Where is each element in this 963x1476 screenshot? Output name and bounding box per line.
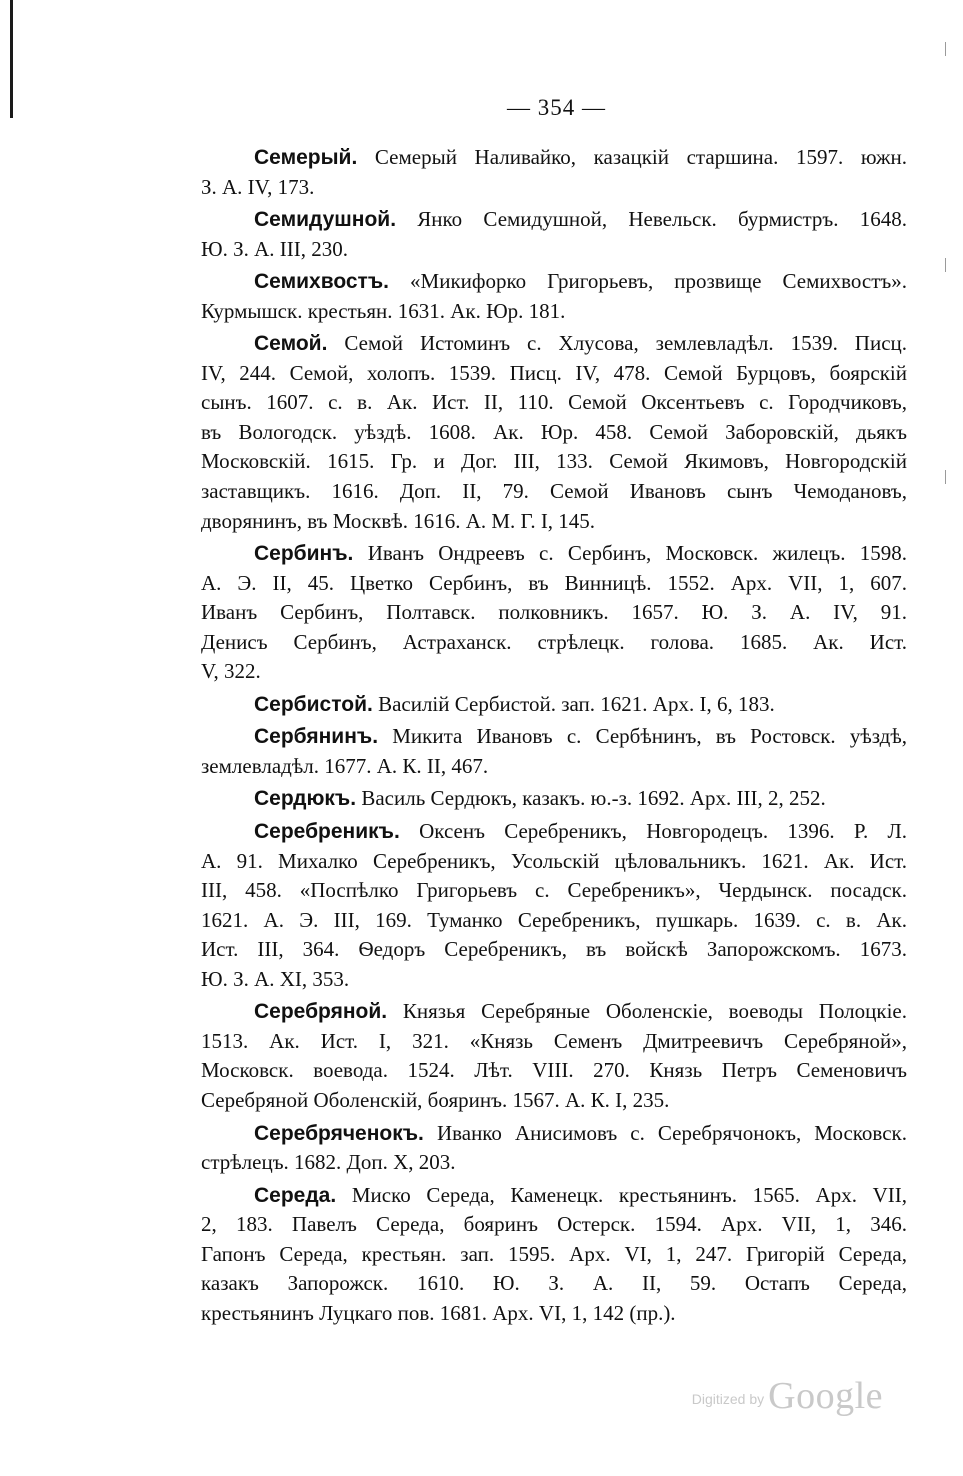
entry-headword: Серебряченокъ. (254, 1121, 424, 1145)
google-logo: Google (768, 1375, 883, 1417)
edge-tick-mark (945, 258, 946, 272)
edge-tick-mark (945, 470, 946, 484)
entry-continuation-line: Гапонъ Середа, крестьян. зап. 1595. Арх. VI, 1, 247. Григорій Середа, (201, 1241, 907, 1266)
entry-continuation-line: V, 322. (201, 659, 261, 684)
entry-continuation-line: 2, 183. Павелъ Середа, бояринъ Остерск. 1594. Арх. VII, 1, 346. (201, 1212, 907, 1237)
entry-headword: Серебряной. (254, 1000, 388, 1024)
entry-continuation-line: Ю. З. А. XI, 353. (201, 966, 350, 991)
entry-continuation-line: А. Э. II, 45. Цветко Сербинъ, въ Винницѣ. 1552. Арх. VII, 1, 607. (201, 570, 907, 595)
entry-text: Янко Семидушной, Невельск. бурмистръ. 1648. (417, 207, 907, 232)
entry-first-line (201, 817, 907, 847)
entry-headword: Семидушной. (254, 208, 397, 232)
entry-continuation-line: казакъ Запорожск. 1610. Ю. З. А. II, 59. Остапъ Середа, (201, 1271, 907, 1296)
entry-continuation-line: Московск. воевода. 1524. Лѣт. VIII. 270. Князь Петръ Семеновичъ (201, 1058, 907, 1083)
entry-continuation-line: Ю. З. А. III, 230. (201, 236, 348, 261)
entry-continuation-line: землевладѣл. 1677. А. К. II, 467. (201, 753, 489, 778)
entry-continuation-line: заставщикъ. 1616. Доп. II, 79. Семой Ивановъ сынъ Чемодановъ, (201, 479, 907, 504)
entry-continuation-line: IV, 244. Семой, холопъ. 1539. Писц. IV, 478. Семой Бурцовъ, боярскій (201, 360, 907, 385)
entry-first-line (201, 205, 907, 235)
entry-first-line (201, 1181, 907, 1211)
dictionary-entries (201, 143, 907, 1328)
entry-continuation-line: 1513. Ак. Ист. I, 321. «Князь Семенъ Дмитреевичъ Серебряной», (201, 1028, 907, 1053)
entry-continuation-line: въ Вологодск. уѣздѣ. 1608. Ак. Юр. 458. Семой Заборовскій, дьякъ (201, 419, 907, 444)
entry-headword: Серебреникъ. (254, 820, 400, 844)
entry-continuation-line: Иванъ Сербинъ, Полтавск. полковникъ. 1657. Ю. З. А. IV, 91. (201, 600, 907, 625)
entry-continuation-line: Ист. III, 364. Ѳедоръ Серебреникъ, въ войскѣ Запорожскомъ. 1673. (201, 937, 907, 962)
entry-text: Семой Истоминъ с. Хлусова, землевладѣл. 1539. Писц. (344, 331, 907, 356)
entry-headword: Семихвостъ. (254, 270, 389, 294)
entry-text: Оксенъ Серебреникъ, Новгородецъ. 1396. Р. Л. (419, 819, 907, 844)
entry-continuation-line: дворянинъ, въ Москвѣ. 1616. А. М. Г. I, 145. (201, 508, 596, 533)
entry-first-line (201, 329, 907, 359)
entry-text: Василь Сердюкъ, казакъ. ю.-з. 1692. Арх. III, 2, 252. (361, 786, 826, 811)
entry-headword: Середа. (254, 1183, 337, 1207)
entry-text: Микита Ивановъ с. Сербѣнинъ, въ Ростовск. уѣздѣ, (392, 724, 907, 749)
entry-continuation-line: крестьянинъ Луцкаго пов. 1681. Арх. VI, 1, 142 (пр.). (201, 1300, 676, 1325)
entry-continuation-line: 1621. А. Э. III, 169. Туманко Серебреникъ, пушкарь. 1639. с. в. Ак. (201, 907, 907, 932)
entry-continuation-line: сынъ. 1607. с. в. Ак. Ист. II, 110. Семой Оксентьевъ с. Городчиковъ, (201, 390, 907, 415)
entry-first-line (201, 143, 907, 173)
entry-first-line (201, 997, 907, 1027)
entry-first-line (201, 539, 907, 569)
entry-continuation-line: Московскій. 1615. Гр. и Дог. III, 133. Семой Якимовъ, Новгородскій (201, 449, 907, 474)
entry-headword: Сердюкъ. (254, 787, 357, 811)
entry-continuation-line: А. 91. Михалко Серебреникъ, Усольскій цѣловальникъ. 1621. Ак. Ист. (201, 848, 907, 873)
entry-text: «Микифорко Григорьевъ, прозвище Семихвостъ». (410, 269, 907, 294)
entry-text: Василій Сербистой. зап. 1621. Арх. I, 6, 183. (378, 691, 775, 716)
entry-continuation-line: III, 458. «Поспѣлко Григорьевъ с. Серебреникъ», Чердынск. посадск. (201, 878, 907, 903)
entry-first-line (201, 722, 907, 752)
entry-headword: Сербянинъ. (254, 725, 379, 749)
digitized-by-google-watermark (692, 1374, 883, 1418)
entry-text: Иванъ Ондреевъ с. Сербинъ, Московск. жилецъ. 1598. (367, 541, 907, 566)
entry-continuation-line: Денисъ Сербинъ, Астраханск. стрѣлецк. голова. 1685. Ак. Ист. (201, 629, 907, 654)
entry-text: Миско Середа, Каменецк. крестьянинъ. 1565. Арх. VII, (351, 1182, 907, 1207)
page-number: — 354 — (507, 95, 606, 120)
entry-continuation-line: стрѣлецъ. 1682. Доп. X, 203. (201, 1150, 456, 1175)
entry-first-line (201, 267, 907, 297)
watermark-prefix: Digitized by (691, 1391, 765, 1407)
entry-headword: Семерый. (254, 146, 358, 169)
entry-first-line (201, 784, 907, 814)
entry-headword: Сербистой. (254, 692, 373, 716)
entry-first-line (201, 1119, 907, 1149)
entry-headword: Сербинъ. (254, 542, 354, 566)
entry-headword: Семой. (254, 332, 328, 356)
entry-text: Иванко Анисимовъ с. Серебрячонокъ, Московск. (436, 1120, 907, 1145)
entry-first-line (201, 690, 907, 720)
entry-continuation-line: Серебряной Оболенскій, бояринъ. 1567. А. К. I, 235. (201, 1087, 670, 1112)
entry-continuation-line: З. А. IV, 173. (201, 174, 315, 199)
entry-continuation-line: Курмышск. крестьян. 1631. Ак. Юр. 181. (201, 298, 566, 323)
edge-tick-mark (945, 42, 946, 56)
entry-text: Князья Серебряные Оболенскіе, воеводы Полоцкіе. (402, 999, 907, 1024)
entry-text: Семерый Наливайко, казацкій старшина. 1597. южн. (374, 145, 907, 169)
